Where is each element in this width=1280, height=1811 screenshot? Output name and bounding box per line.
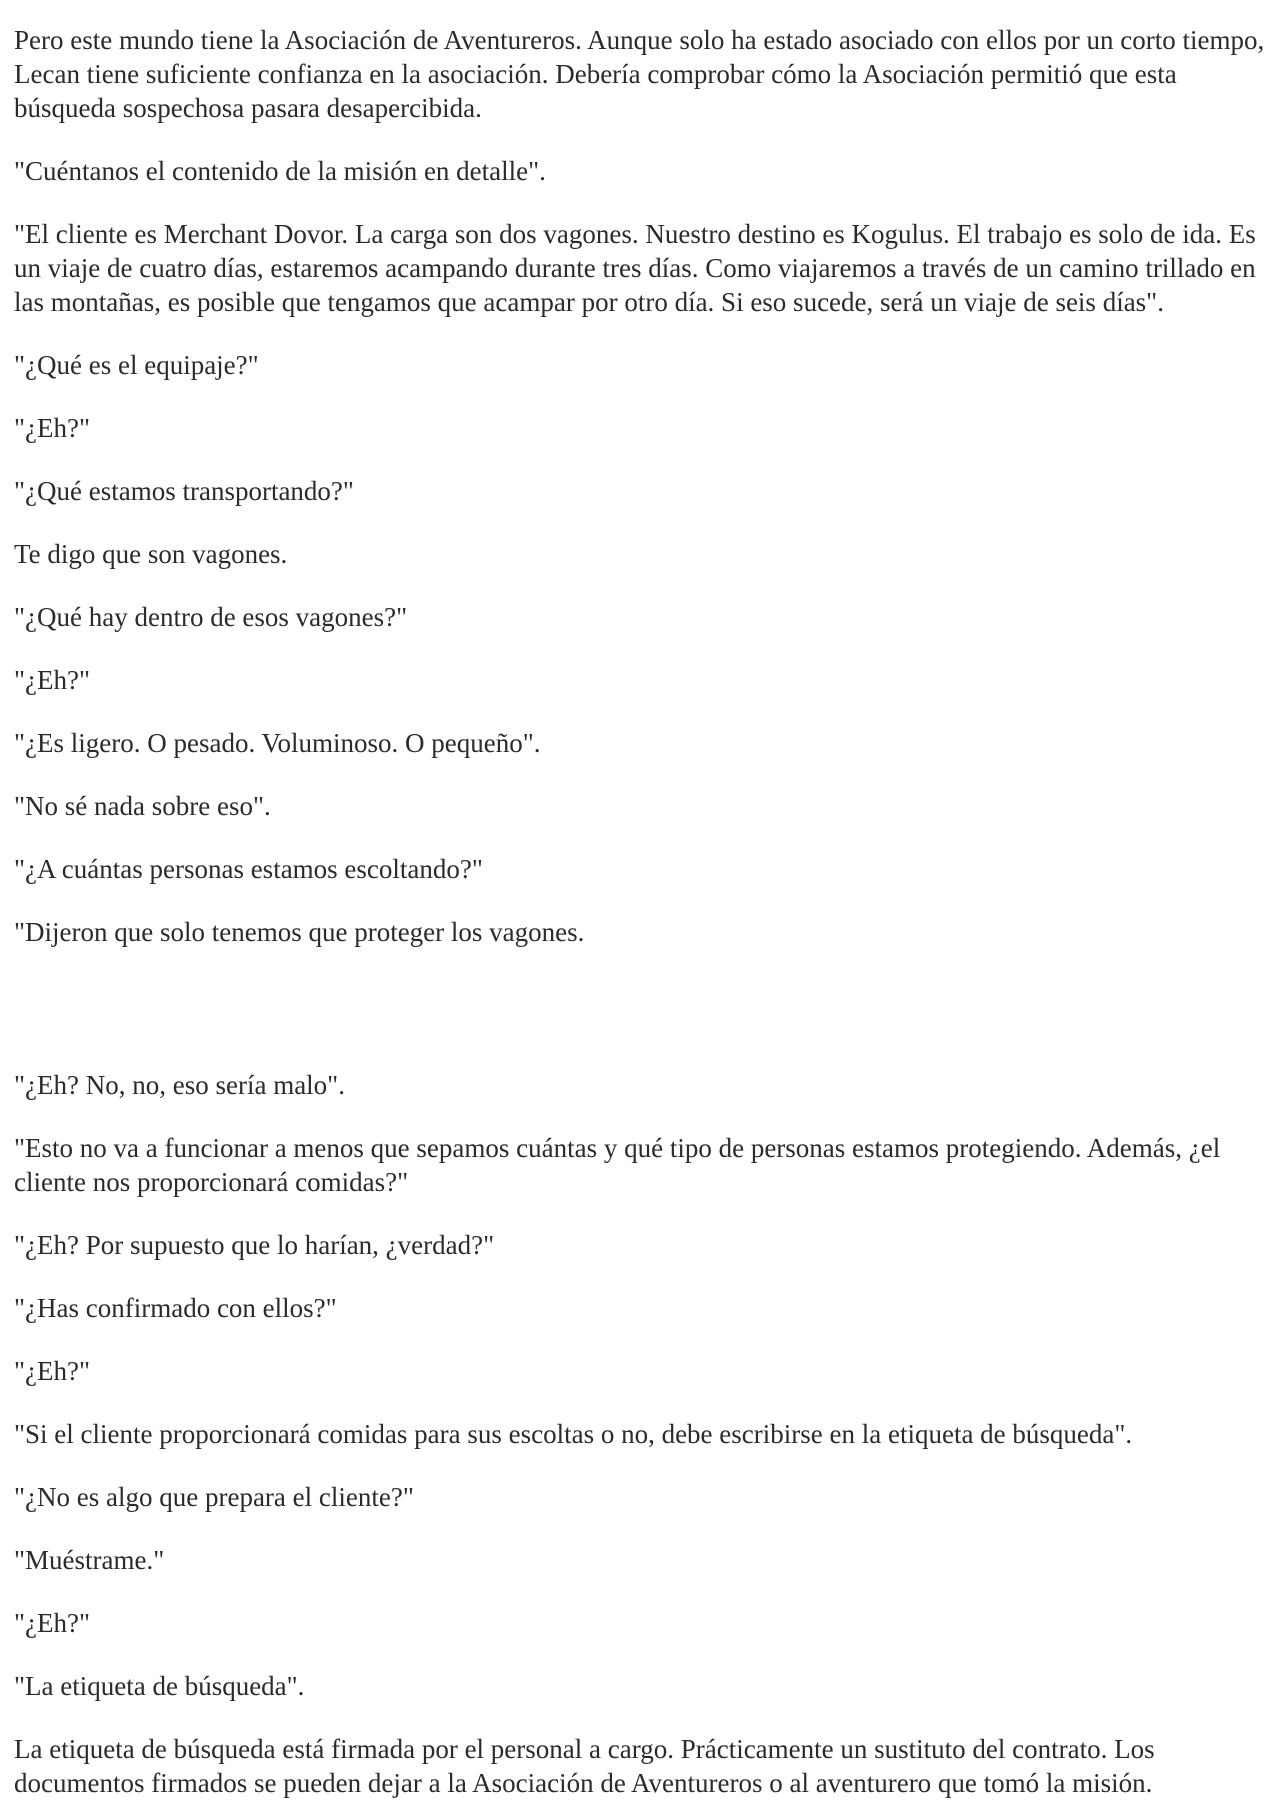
paragraph: "La etiqueta de búsqueda". <box>14 1671 305 1701</box>
paragraph: "¿Qué estamos transportando?" <box>14 476 354 506</box>
paragraph: "¿Eh?" <box>14 665 91 695</box>
paragraph: "Dijeron que solo tenemos que proteger los vagones. <box>14 917 585 947</box>
paragraph: "¿A cuántas personas estamos escoltando?" <box>14 854 483 884</box>
paragraph: "¿Qué es el equipaje?" <box>14 350 259 380</box>
paragraph: "¿Has confirmado con ellos?" <box>14 1293 337 1323</box>
paragraph: "¿Eh?" <box>14 413 91 443</box>
paragraph: "Esto no va a funcionar a menos que sepamos cuántas y qué tipo de personas estamos protegiendo. Además, ¿el cliente nos proporcionará comidas?" <box>14 1133 1221 1197</box>
paragraph: Te digo que son vagones. <box>14 539 288 569</box>
paragraph: "¿No es algo que prepara el cliente?" <box>14 1482 414 1512</box>
paragraph: "Cuéntanos el contenido de la misión en detalle". <box>14 156 546 186</box>
paragraph: "¿Es ligero. O pesado. Voluminoso. O pequeño". <box>14 728 541 758</box>
paragraph: "Muéstrame." <box>14 1545 165 1575</box>
paragraph: "¿Eh? Por supuesto que lo harían, ¿verdad?" <box>14 1230 495 1260</box>
paragraph: Pero este mundo tiene la Asociación de Aventureros. Aunque solo ha estado asociado con ellos por un corto tiempo, Lecan tiene suficiente confianza en la asociación. Debería comprobar cómo la Asociación permitió que esta búsqueda sospechosa pasara desapercibida. <box>14 25 1265 123</box>
paragraph: "¿Qué hay dentro de esos vagones?" <box>14 602 408 632</box>
paragraph: "¿Eh?" <box>14 1356 91 1386</box>
paragraph: La etiqueta de búsqueda está firmada por el personal a cargo. Prácticamente un sustituto del contrato. Los documentos firmados se pueden dejar a la Asociación de Aventureros o al aventurero que tomó la misión. <box>14 1734 1155 1798</box>
paragraph: "¿Eh? No, no, eso sería malo". <box>14 1070 345 1100</box>
paragraph: "Si el cliente proporcionará comidas para sus escoltas o no, debe escribirse en la etiqueta de búsqueda". <box>14 1419 1133 1449</box>
paragraph: "No sé nada sobre eso". <box>14 791 271 821</box>
blank-space <box>14 978 1266 1039</box>
paragraph: "¿Eh?" <box>14 1608 91 1638</box>
paragraph: "El cliente es Merchant Dovor. La carga son dos vagones. Nuestro destino es Kogulus. El trabajo es solo de ida. Es un viaje de cuatro días, estaremos acampando durante tres días. Como viajaremos a través de un camino trillado en las montañas, es posible que tengamos que acampar por otro día. Si eso sucede, será un viaje de seis días". <box>14 219 1256 317</box>
